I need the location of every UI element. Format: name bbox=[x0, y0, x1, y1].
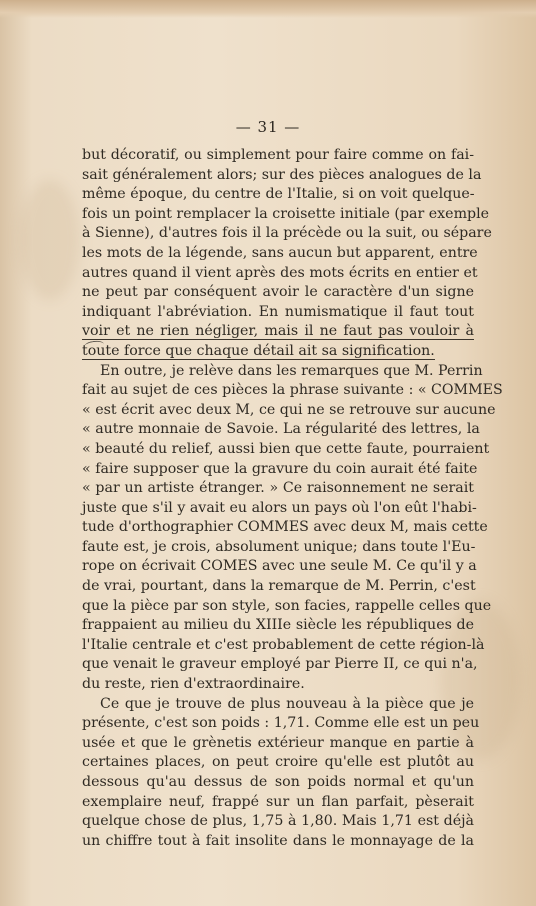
text-line: faute est, je crois, absolument unique; dans toute l'Eu- bbox=[82, 538, 476, 555]
text-line: frappaient au milieu du XIIIe siècle les républiques de bbox=[82, 617, 474, 634]
text-line: de vrai, pourtant, dans la remarque de M. Perrin, c'est bbox=[82, 578, 476, 595]
page-number: — 31 — bbox=[235, 118, 301, 136]
text-line: que venait le graveur employé par Pierre II, ce qui n'a, bbox=[82, 656, 478, 673]
text-line: « faire supposer que la gravure du coin aurait été faite bbox=[82, 460, 478, 477]
text-line: « beauté du relief, aussi bien que cette faute, pourraient bbox=[82, 440, 490, 457]
text-line: indiquant l'abréviation. En numismatique il faut tout bbox=[82, 303, 474, 320]
text-line: ne peut par conséquent avoir le caractère d'un signe bbox=[82, 284, 474, 301]
text-line: rope on écrivait COMES avec une seule M. Ce qu'il y a bbox=[82, 558, 477, 575]
text-line: usée et que le grènetis extérieur manque en partie à bbox=[82, 734, 474, 751]
text-line: « autre monnaie de Savoie. La régularité des lettres, la bbox=[82, 421, 480, 438]
text-line-underlined bbox=[82, 322, 474, 342]
text-line: certaines places, on peut croire qu'elle est plutôt au bbox=[82, 754, 474, 771]
text-line: Ce que je trouve de plus nouveau à la pièce que je bbox=[100, 695, 474, 712]
text-line: même époque, du centre de l'Italie, si on voit quelque- bbox=[82, 186, 475, 203]
text-line: En outre, je relève dans les remarques que M. Perrin bbox=[100, 362, 483, 379]
text-line: exemplaire neuf, frappé sur un flan parfait, pèserait bbox=[82, 793, 474, 810]
text-line: « par un artiste étranger. » Ce raisonnement ne serait bbox=[82, 480, 474, 497]
page-top-fold bbox=[0, 0, 536, 18]
text-line: but décoratif, ou simplement pour faire comme on fai- bbox=[82, 147, 474, 163]
text-line: les mots de la légende, sans aucun but apparent, entre bbox=[82, 244, 478, 261]
text-line: l'Italie centrale et c'est probablement de cette région-là bbox=[82, 636, 485, 653]
text-line: dessous qu'au dessus de son poids normal et qu'un bbox=[82, 774, 474, 790]
text-line-underlined bbox=[82, 342, 474, 362]
text-line: du reste, rien d'extraordinaire. bbox=[82, 676, 305, 693]
underlined-text: toute force que chaque détail ait sa signification. bbox=[82, 342, 435, 359]
text-line: tude d'orthographier COMMES avec deux M, mais cette bbox=[82, 519, 488, 536]
text-line: autres quand il vient après des mots écrits en entier et bbox=[82, 264, 478, 281]
body-text bbox=[82, 146, 503, 851]
text-line: quelque chose de plus, 1,75 à 1,80. Mais 1,71 est déjà bbox=[82, 813, 474, 830]
paper-stain bbox=[20, 180, 80, 300]
text-line: présente, c'est son poids : 1,71. Comme elle est un peu bbox=[82, 715, 480, 732]
text-line: à Sienne), d'autres fois il la précède ou la suit, ou sépare bbox=[82, 225, 492, 242]
text-line: que la pièce par son style, son facies, rappelle celles que bbox=[82, 597, 492, 614]
text-line: fois un point remplacer la croisette initiale (par exemple bbox=[82, 205, 490, 222]
text-line: sait généralement alors; sur des pièces analogues de la bbox=[82, 166, 482, 183]
text-line: juste que s'il y avait eu alors un pays où l'on eût l'habi- bbox=[82, 499, 477, 516]
underlined-text: voir et ne rien négliger, mais il ne faut pas vouloir à bbox=[82, 323, 474, 340]
text-line: « est écrit avec deux M, ce qui ne se retrouve sur aucune bbox=[82, 401, 496, 418]
text-line: fait au sujet de ces pièces la phrase suivante : « COMMES bbox=[82, 382, 503, 399]
text-line: un chiffre tout à fait insolite dans le monnayage de la bbox=[82, 832, 474, 849]
